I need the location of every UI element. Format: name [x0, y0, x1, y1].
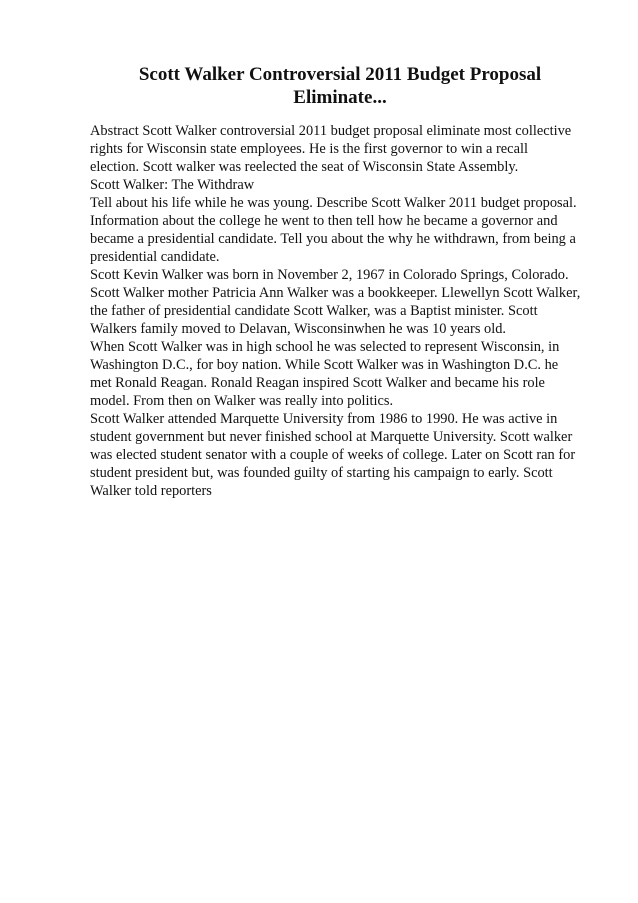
document-body [90, 122, 605, 500]
body-line: election. Scott walker was reelected the seat of Wisconsin State Assembly. [90, 159, 519, 175]
document-title [90, 63, 590, 109]
body-line: student president but, was founded guilty of starting his campaign to early. Scott [90, 465, 553, 481]
body-line: Washington D.C., for boy nation. While Scott Walker was in Washington D.C. he [90, 357, 559, 373]
title-line-2: Eliminate... [293, 87, 387, 108]
body-line: When Scott Walker was in high school he was selected to represent Wisconsin, in [90, 339, 560, 355]
body-line: the father of presidential candidate Scott Walker, was a Baptist minister. Scott [90, 303, 538, 319]
title-line-1: Scott Walker Controversial 2011 Budget Proposal [138, 64, 542, 85]
section-heading: Scott Walker: The Withdraw [90, 177, 255, 193]
body-line: Walker told reporters [90, 483, 212, 499]
body-line: Scott Kevin Walker was born in November 2, 1967 in Colorado Springs, Colorado. [90, 267, 569, 283]
body-line: Scott Walker mother Patricia Ann Walker was a bookkeeper. Llewellyn Scott Walker, [90, 285, 581, 301]
body-line: rights for Wisconsin state employees. He is the first governor to win a recall [90, 141, 528, 157]
body-line: Information about the college he went to then tell how he became a governor and [90, 213, 558, 229]
body-line: student government but never finished school at Marquette University. Scott walker [90, 429, 573, 445]
body-line: Abstract Scott Walker controversial 2011 budget proposal eliminate most collective [90, 123, 572, 139]
body-line: Walkers family moved to Delavan, Wisconsinwhen he was 10 years old. [90, 321, 507, 337]
body-line: Tell about his life while he was young. Describe Scott Walker 2011 budget proposal. [90, 195, 577, 211]
body-line: met Ronald Reagan. Ronald Reagan inspired Scott Walker and became his role [90, 375, 545, 391]
body-line: was elected student senator with a couple of weeks of college. Later on Scott ran for [90, 447, 576, 463]
body-line: model. From then on Walker was really into politics. [90, 393, 394, 409]
body-line: Scott Walker attended Marquette University from 1986 to 1990. He was active in [90, 411, 558, 427]
body-line: became a presidential candidate. Tell you about the why he withdrawn, from being a [90, 231, 576, 247]
body-line: presidential candidate. [90, 249, 220, 265]
